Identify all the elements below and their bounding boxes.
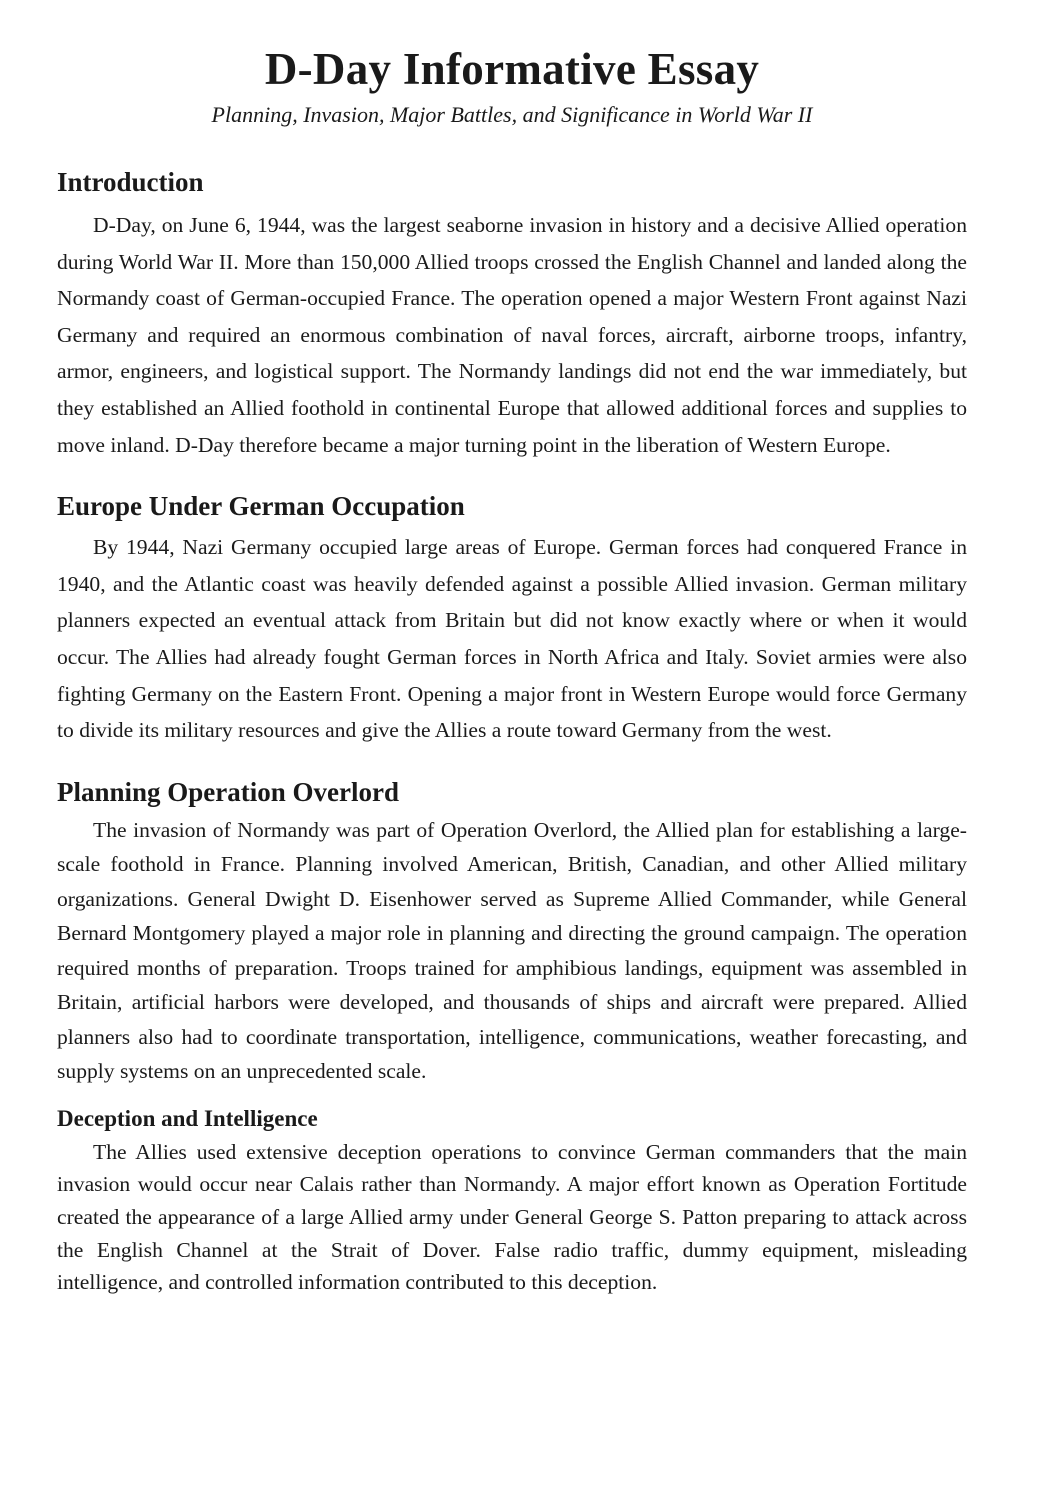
document-title: D-Day Informative Essay: [264, 44, 760, 94]
subsection-body-deception: The Allies used extensive deception operations to convince German commanders that the main invasion would occur near Calais rather than Normandy. A major effort known as Operation Fortitude created the appearance of a large Allied army under General George S. Patton preparing to attack across the English Channel at the Strait of Dover. False radio traffic, dummy equipment, misleading intelligence, and controlled information contributed to this deception.: [57, 1139, 967, 1295]
section-body-introduction: D-Day, on June 6, 1944, was the largest seaborne invasion in history and a decisive Allied operation during World War II. More than 150,000 Allied troops crossed the English Channel and landed along the Normandy coast of German-occupied France. The operation opened a major Western Front against Nazi Germany and required an enormous combination of naval forces, aircraft, airborne troops, infantry, armor, engineers, and logistical support. The Normandy landings did not end the war immediately, but they established an Allied foothold in continental Europe that allowed additional forces and supplies to move inland. D-Day therefore became a major turning point in the liberation of Western Europe.: [57, 213, 967, 457]
section-body-occupation: By 1944, Nazi Germany occupied large areas of Europe. German forces had conquered France in 1940, and the Atlantic coast was heavily defended against a possible Allied invasion. German military planners expected an eventual attack from Britain but did not know exactly where or when it would occur. The Allies had already fought German forces in North Africa and Italy. Soviet armies were also fighting Germany on the Eastern Front. Opening a major front in Western Europe would force Germany to divide its military resources and give the Allies a route toward Germany from the west.: [57, 535, 967, 743]
document-subtitle: Planning, Invasion, Major Battles, and Significance in World War II: [211, 102, 813, 127]
section-body-planning: The invasion of Normandy was part of Operation Overlord, the Allied plan for establishing a large-scale foothold in France. Planning involved American, British, Canadian, and other Allied military organizations. General Dwight D. Eisenhower served as Supreme Allied Commander, while General Bernard Montgomery played a major role in planning and directing the ground campaign. The operation required months of preparation. Troops trained for amphibious landings, equipment was assembled in Britain, artificial harbors were developed, and thousands of ships and aircraft were prepared. Allied planners also had to coordinate transportation, intelligence, communications, weather forecasting, and supply systems on an unprecedented scale.: [57, 817, 967, 1084]
section-heading-occupation: Europe Under German Occupation: [57, 491, 465, 522]
section-heading-planning: Planning Operation Overlord: [57, 776, 400, 807]
subsection-heading-deception: Deception and Intelligence: [57, 1105, 318, 1131]
section-heading-introduction: Introduction: [57, 167, 204, 197]
